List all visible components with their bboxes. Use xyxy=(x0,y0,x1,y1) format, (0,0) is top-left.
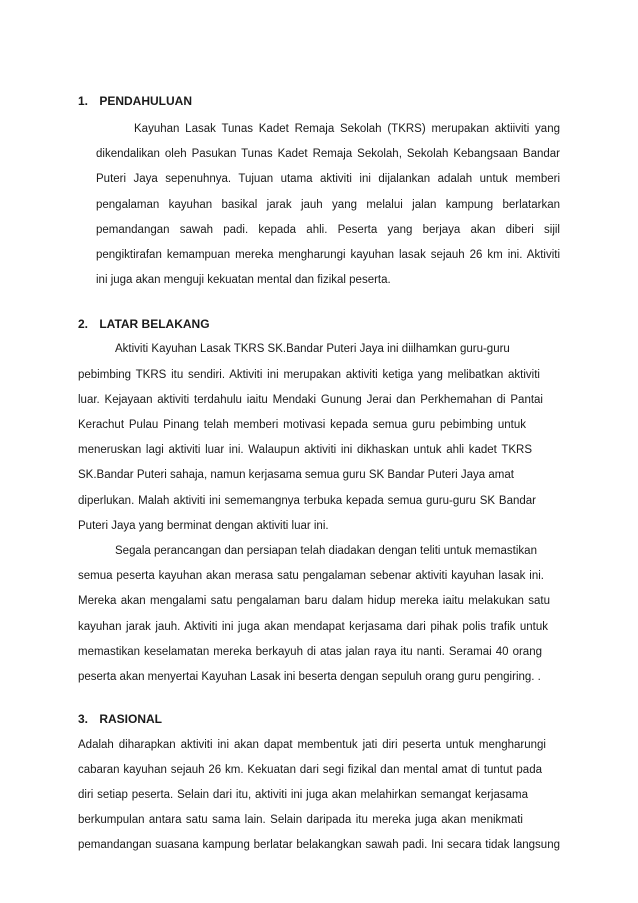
paragraph-line: Kerachut Pulau Pinang telah memberi motivasi kepada semua guru pebimbing untuk xyxy=(78,419,526,431)
paragraph-line: Segala perancangan dan persiapan telah diadakan dengan teliti untuk memastikan xyxy=(115,545,537,557)
paragraph-line: pengalaman kayuhan basikal jarak jauh yang melalui jalan kampung berlatarkan xyxy=(96,198,560,211)
paragraph-line: kayuhan jarak jauh. Aktiviti ini juga akan mendapat kerjasama dari pihak polis trafik untuk xyxy=(78,620,548,633)
paragraph-line: Mereka akan mengalami satu pengalaman baru dalam hidup mereka iaitu melakukan satu xyxy=(78,595,550,608)
section-title: LATAR BELAKANG xyxy=(99,317,210,332)
section-heading-rasional xyxy=(78,712,162,726)
paragraph-line: luar. Kejayaan aktiviti terdahulu iaitu Mendaki Gunung Jerai dan Perkhemahan di Pantai xyxy=(78,393,543,406)
section-number: 3. xyxy=(78,712,89,727)
paragraph-line: cabaran kayuhan sejauh 26 km. Kekuatan dari segi fizikal dan mental amat di tuntut pada xyxy=(78,763,542,776)
paragraph-line: ini juga akan menguji kekuatan mental dan fizikal peserta. xyxy=(96,274,391,287)
paragraph-line: meneruskan lagi aktiviti luar ini. Walaupun aktiviti ini dikhaskan untuk ahli kadet TKRS xyxy=(78,444,532,457)
paragraph-line: pengiktirafan kemampuan mereka mengharungi kayuhan lasak sejauh 26 km ini. Aktiviti xyxy=(96,248,560,261)
section-title: RASIONAL xyxy=(99,712,163,727)
paragraph-line: pemandangan suasana kampung berlatar belakangkan sawah padi. Ini secara tidak langsung xyxy=(78,839,560,852)
paragraph-line: Puteri Jaya sepenuhnya. Tujuan utama aktiviti ini dijalankan adalah untuk memberi xyxy=(96,173,560,186)
paragraph-line: Aktiviti Kayuhan Lasak TKRS SK.Bandar Puteri Jaya ini diilhamkan guru-guru xyxy=(115,343,510,356)
section-heading-latar-belakang xyxy=(78,317,210,331)
paragraph-line: memastikan keselamatan mereka berkayuh di atas jalan raya itu nanti. Seramai 40 orang xyxy=(78,645,542,658)
paragraph-line: Adalah diharapkan aktiviti ini akan dapat membentuk jati diri peserta untuk mengharungi xyxy=(78,738,546,751)
paragraph-line: peserta akan menyertai Kayuhan Lasak ini beserta dengan sepuluh orang guru pengiring. . xyxy=(78,671,541,683)
section-number: 1. xyxy=(78,94,89,108)
paragraph-line: SK.Bandar Puteri sahaja, namun kerjasama semua guru SK Bandar Puteri Jaya amat xyxy=(78,469,514,482)
section-heading-pendahuluan xyxy=(78,94,192,108)
paragraph-line: semua peserta kayuhan akan merasa satu pengalaman sebenar aktiviti kayuhan lasak ini. xyxy=(78,570,544,583)
paragraph-line: diri setiap peserta. Selain dari itu, aktiviti ini juga akan melahirkan semangat kerjasama xyxy=(78,788,528,801)
paragraph-line: pebimbing TKRS itu sendiri. Aktiviti ini merupakan aktiviti ketiga yang melibatkan aktiviti xyxy=(78,368,540,381)
section-title: PENDAHULUAN xyxy=(99,94,193,108)
paragraph-line: dikendalikan oleh Pasukan Tunas Kadet Remaja Sekolah, Sekolah Kebangsaan Bandar xyxy=(96,148,560,161)
paragraph-line: Kayuhan Lasak Tunas Kadet Remaja Sekolah (TKRS) merupakan aktiiviti yang xyxy=(134,122,560,135)
section-number: 2. xyxy=(78,317,89,332)
paragraph-line: berkumpulan antara satu sama lain. Selain daripada itu mereka juga akan menikmati xyxy=(78,814,523,827)
paragraph-line: pemandangan sawah padi. kepada ahli. Peserta yang berjaya akan diberi sijil xyxy=(96,223,560,236)
paragraph-line: Puteri Jaya yang berminat dengan aktiviti luar ini. xyxy=(78,519,329,532)
paragraph-line: diperlukan. Malah aktiviti ini sememangnya terbuka kepada semua guru-guru SK Bandar xyxy=(78,494,536,507)
